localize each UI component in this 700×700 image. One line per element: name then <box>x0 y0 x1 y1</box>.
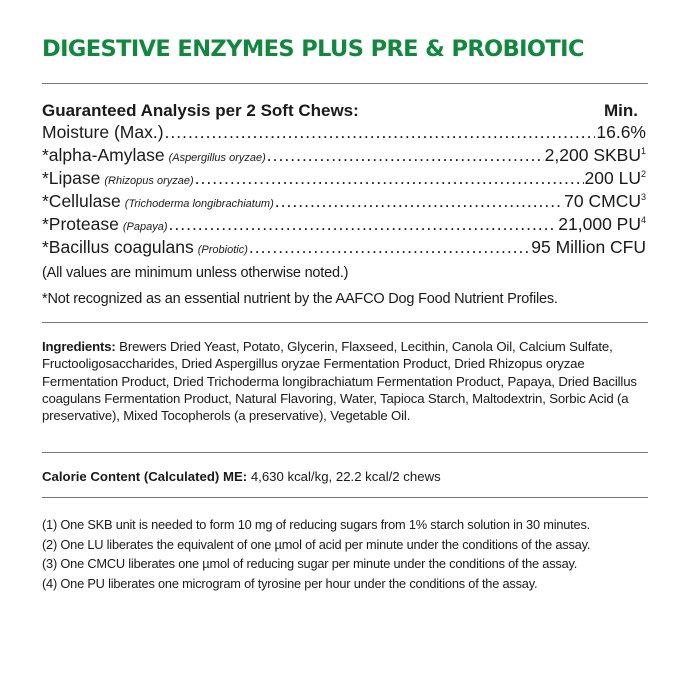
footnote-ref: 1 <box>640 146 646 157</box>
nutrient-value: 2,200 SKBU$^1$ <box>544 145 646 165</box>
divider <box>42 452 648 453</box>
footnote-1: (1) One SKB unit is needed to form 10 mg of reducing sugars from 1% starch solution in 30 minutes. <box>42 517 591 532</box>
guaranteed-analysis-table <box>42 122 646 260</box>
leader-dots <box>249 237 530 258</box>
footnote-4: (4) One PU liberates one microgram of tyrosine per hour under the conditions of the assay. <box>42 575 538 591</box>
nutrient-name: *Protease <box>42 214 119 234</box>
analysis-row-bacillus <box>42 237 646 260</box>
divider <box>42 83 648 84</box>
footnote-ref: 3 <box>640 192 646 203</box>
leader-dots <box>275 191 563 212</box>
analysis-row-moisture <box>42 122 646 145</box>
footnote-ref: 2 <box>640 169 646 180</box>
ingredients-label: Ingredients: <box>42 339 116 354</box>
nutrient-name: *Lipase <box>42 168 101 188</box>
nutrient-name: Moisture (Max.) <box>42 122 164 142</box>
nutrient-source: (Rhizopus oryzae) <box>104 175 194 187</box>
nutrient-source: (Trichoderma longibrachiatum) <box>124 198 274 210</box>
analysis-row-lipase <box>42 168 646 191</box>
footnotes <box>42 515 590 593</box>
guaranteed-analysis-header <box>42 101 638 121</box>
divider <box>42 322 648 323</box>
nutrient-value: 21,000 $PU^4$ <box>558 214 646 234</box>
nutrient-value: 200 $LU^2$ <box>584 168 646 188</box>
footnote-3: (3) One CMCU liberates one µmol of reducing sugar per minute under the conditions of the assay. <box>42 556 578 571</box>
calorie-value: 4,630 kcal/kg, 22.2 kcal/2 chews <box>247 469 441 484</box>
analysis-row-protease <box>42 214 646 237</box>
minimum-values-note: (All values are minimum unless otherwise noted.) <box>42 265 349 281</box>
nutrient-source: (Aspergillus oryzae) <box>168 152 266 164</box>
guaranteed-analysis-heading: Guaranteed Analysis per 2 Soft Chews: <box>42 101 359 120</box>
analysis-row-cellulase <box>42 191 646 214</box>
footnote-2: (2) One LU liberates the equivalent of one µmol of acid per minute under the conditions of the assay. <box>42 536 591 552</box>
product-title: DIGESTIVE ENZYMES PLUS PRE & PROBIOTIC <box>42 36 584 62</box>
min-column-label: Min. <box>604 101 638 120</box>
nutrient-source: (Probiotic) <box>197 244 248 256</box>
aafco-note: *Not recognized as an essential nutrient by the AAFCO Dog Food Nutrient Profiles. <box>42 291 558 307</box>
footnote-ref: 4 <box>640 215 646 226</box>
nutrient-name: *alpha-Amylase <box>42 145 165 165</box>
nutrient-value: 95 Million CFU <box>531 237 646 257</box>
leader-dots <box>165 122 596 143</box>
calorie-content <box>42 469 441 484</box>
ingredients-text: Brewers Dried Yeast, Potato, Glycerin, Flaxseed, Lecithin, Canola Oil, Calcium Sulfate, Fructooligosaccharides, Dried Aspergillus oryzae Fermentation Product, Dried Rhizopus oryzae Fermentation Product, Dried Trichoderma longibrachiatum Fermentation Product, Papaya, Dried Bacillus coagulans Fermentation Product, Natural Flavoring, Water, Tapioca Starch, Maltodextrin, Sorbic Acid (a preservative), Mixed Tocopherols (a preservative), Vegetable Oil. <box>42 339 637 424</box>
nutrient-name: *Cellulase <box>42 191 121 211</box>
nutrient-source: (Papaya) <box>122 221 168 233</box>
analysis-row-amylase <box>42 145 646 168</box>
nutrient-name: *Bacillus coagulans <box>42 237 194 257</box>
divider <box>42 497 648 498</box>
ingredients-block <box>42 338 652 424</box>
nutrient-value: 70 CMCU$^3$ <box>564 191 646 211</box>
leader-dots <box>267 145 544 166</box>
nutrient-value: 16.6% <box>596 122 646 142</box>
leader-dots <box>195 168 584 189</box>
leader-dots <box>169 214 558 235</box>
calorie-label: Calorie Content (Calculated) ME: <box>42 469 248 484</box>
